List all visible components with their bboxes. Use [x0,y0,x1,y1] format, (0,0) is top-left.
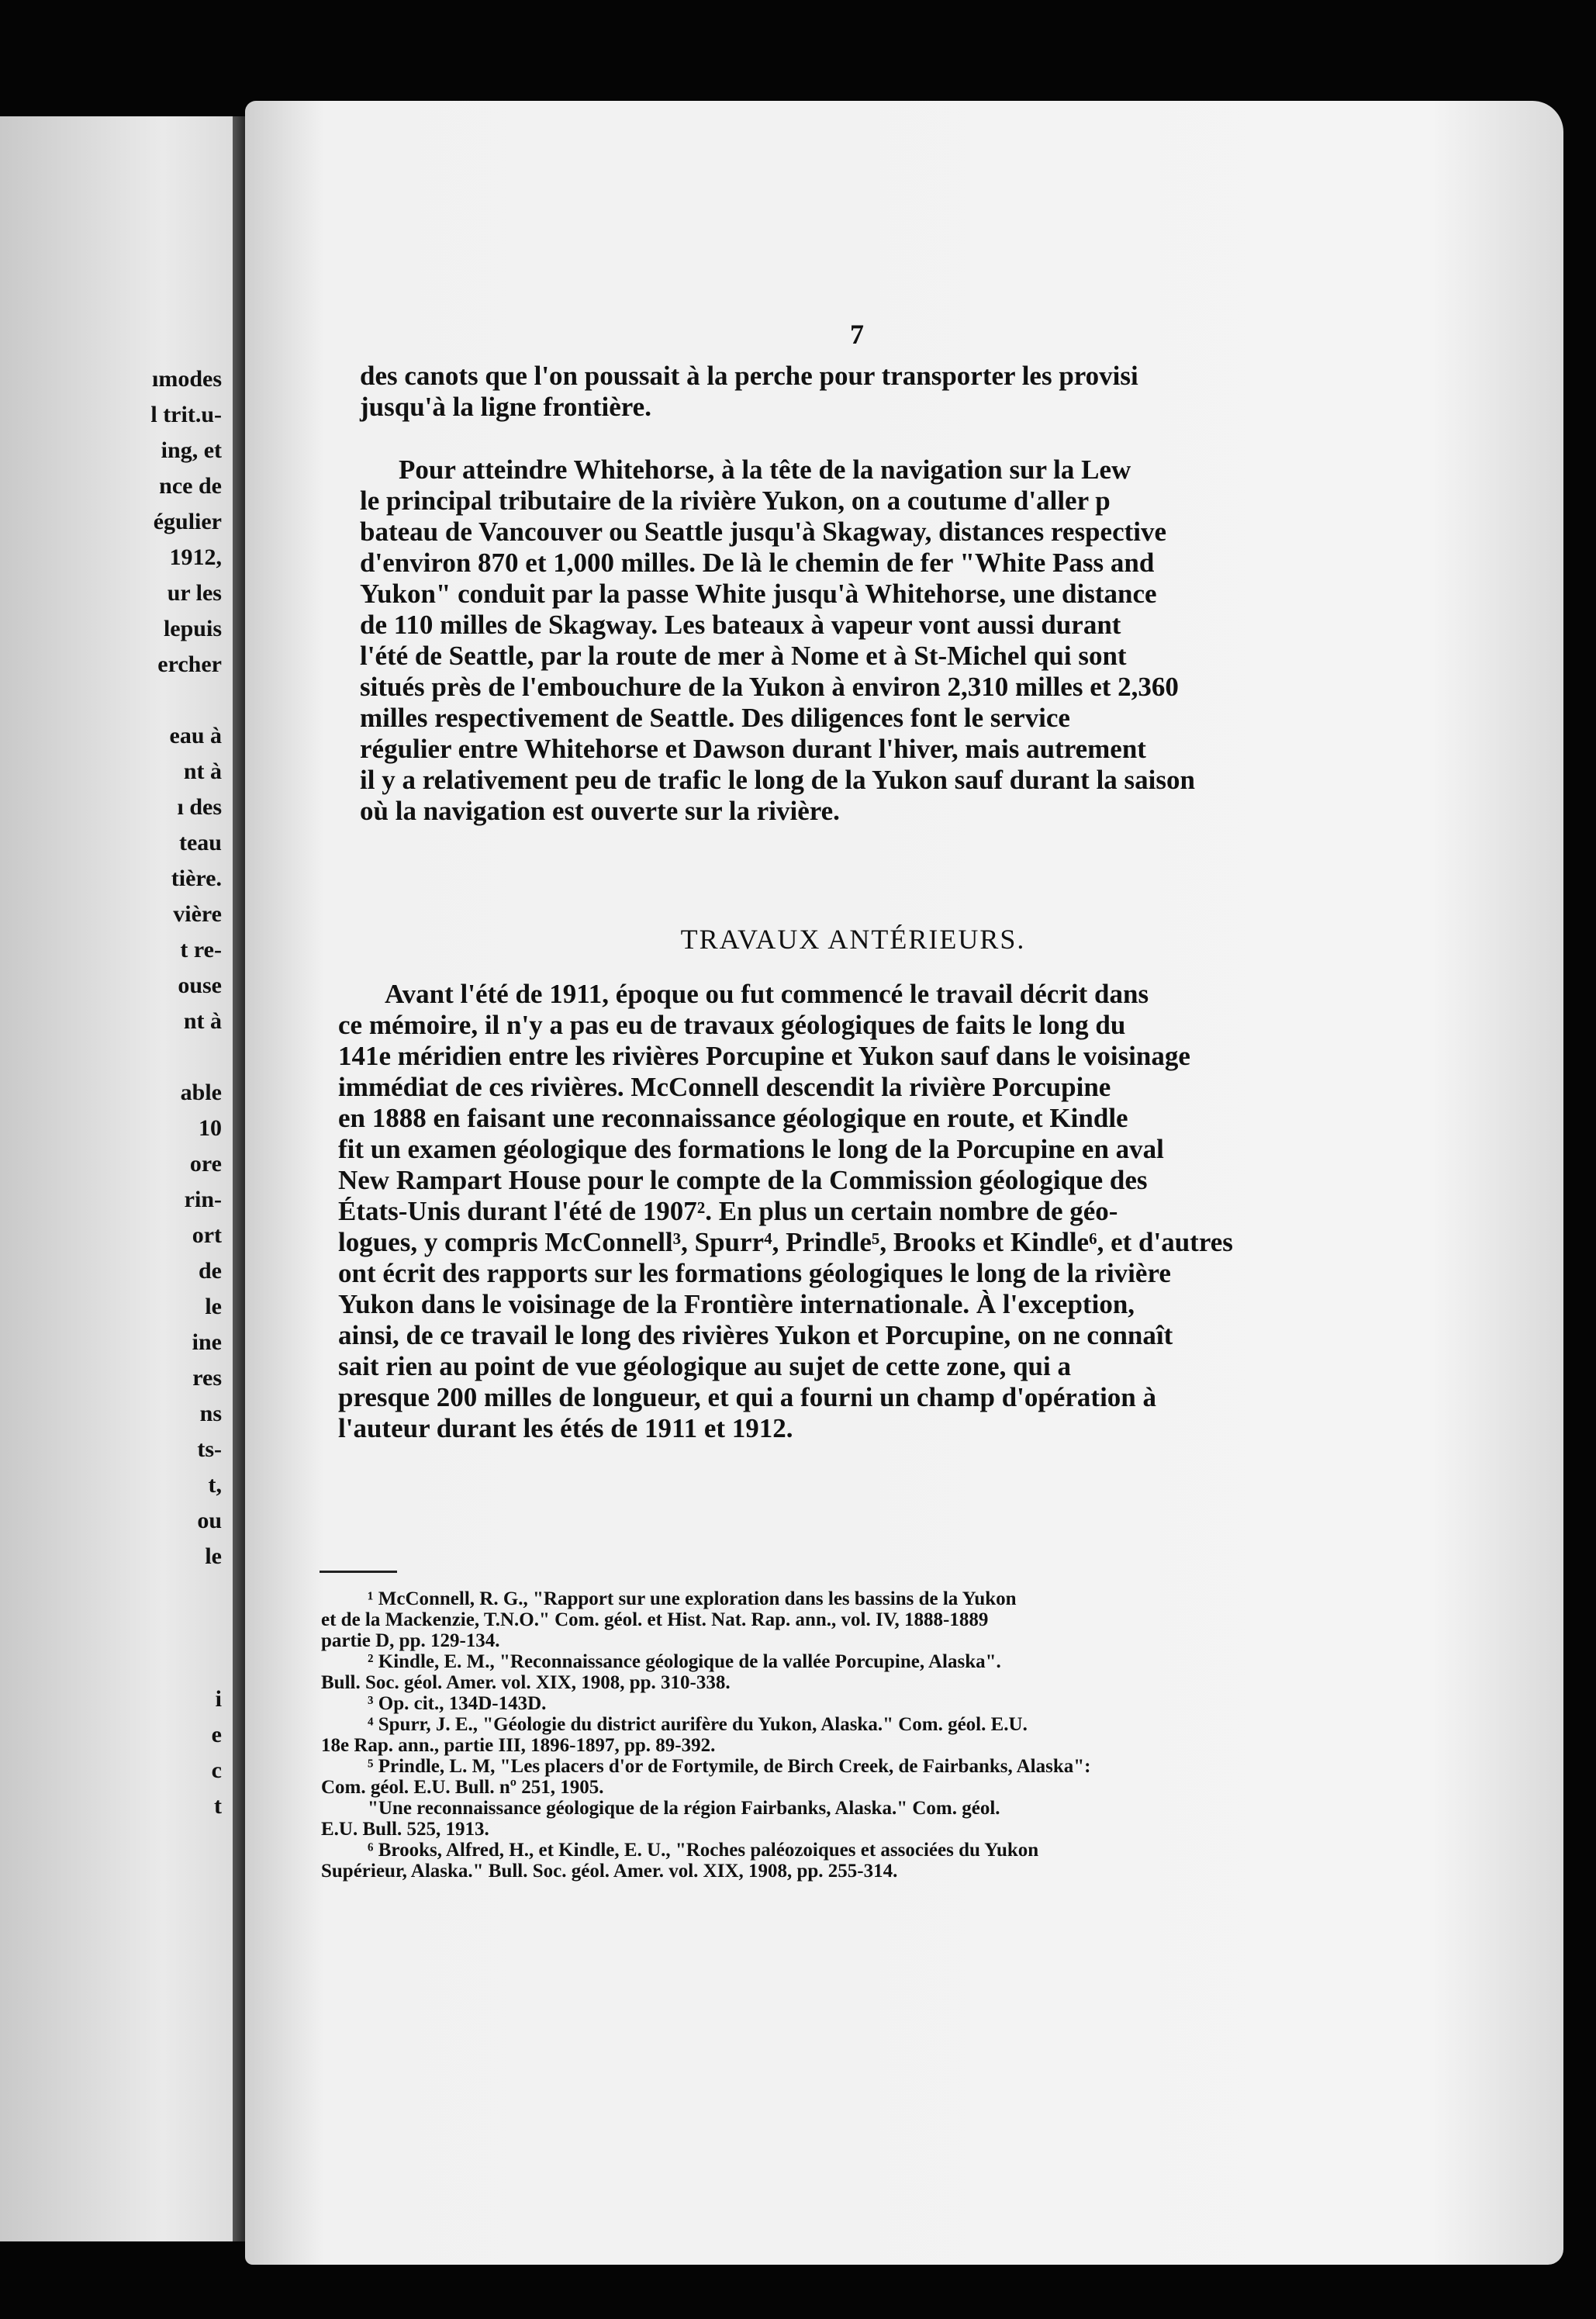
paragraph-3 [338,979,1233,1444]
left-fragment-line: e [211,1722,222,1747]
footnote-line: ³ Op. cit., 134D-143D. [368,1693,547,1714]
left-fragment-line: ts- [197,1436,222,1462]
text-line: où la navigation est ouverte sur la rivière. [360,796,840,826]
text-line: Avant l'été de 1911, époque ou fut commencé le travail décrit dans [385,979,1149,1009]
footnote-line: ¹ McConnell, R. G., "Rapport sur une exploration dans les bassins de la Yukon [368,1588,1017,1609]
text-line: logues, y compris McConnell³, Spurr⁴, Prindle⁵, Brooks et Kindle⁶, et d'autres [338,1227,1233,1257]
text-line: ainsi, de ce travail le long des rivières Yukon et Porcupine, on ne connaît [338,1320,1173,1350]
text-line: l'auteur durant les étés de 1911 et 1912. [338,1413,793,1443]
footnote-line: Com. géol. E.U. Bull. nº 251, 1905. [321,1777,604,1798]
text-line: l'été de Seattle, par la route de mer à Nome et à St-Michel qui sont [360,641,1127,671]
footnote-line: ⁵ Prindle, L. M, "Les placers d'or de Fortymile, de Birch Creek, de Fairbanks, Alaska": [368,1756,1091,1777]
left-fragment-line: able [180,1080,222,1105]
footnote-line: ⁶ Brooks, Alfred, H., et Kindle, E. U., "Roches paléozoiques et associées du Yukon [368,1840,1039,1861]
left-fragment-line: ine [192,1329,222,1355]
footnote-line: E.U. Bull. 525, 1913. [321,1819,489,1840]
footnote-rule [320,1571,397,1573]
left-fragment-line: vière [173,901,222,927]
text-line: presque 200 milles de longueur, et qui a fourni un champ d'opération à [338,1382,1157,1412]
text-line: il y a relativement peu de trafic le long de la Yukon sauf durant la saison [360,765,1195,795]
left-fragment-line: ns [199,1401,222,1426]
left-fragment-line: ore [189,1151,222,1177]
footnote-line: et de la Mackenzie, T.N.O." Com. géol. et Hist. Nat. Rap. ann., vol. IV, 1888-1889 [321,1609,989,1630]
footnote-line: Bull. Soc. géol. Amer. vol. XIX, 1908, pp. 310-338. [321,1672,731,1693]
left-fragment-line: lepuis [163,616,222,641]
footnote-line: partie D, pp. 129-134. [321,1630,500,1651]
left-fragment-line: rin- [184,1187,222,1212]
footnote-line: Supérieur, Alaska." Bull. Soc. géol. Amer. vol. XIX, 1908, pp. 255-314. [321,1861,898,1882]
text-line: régulier entre Whitehorse et Dawson durant l'hiver, mais autrement [360,734,1146,764]
left-fragment-line: c [211,1757,222,1783]
text-line: jusqu'à la ligne frontière. [360,392,651,422]
left-fragment-line: ing, et [161,437,222,463]
left-fragment-line: ı des [177,794,222,820]
left-fragment-line: t re- [180,937,222,963]
left-fragment-line: l trit.u- [150,402,222,427]
left-fragment-line: teau [179,830,222,855]
section-heading: TRAVAUX ANTÉRIEURS. [680,924,1026,955]
page-number: 7 [850,319,864,350]
text-line: d'environ 870 et 1,000 milles. De là le chemin de fer "White Pass and [360,548,1155,578]
footnote-line: 18e Rap. ann., partie III, 1896-1897, pp. 89-392. [321,1735,716,1756]
left-fragment-line: ercher [157,651,222,677]
left-fragment-line: eau à [169,723,222,748]
paragraph-1 [360,361,1138,423]
left-fragment-line: t [214,1793,222,1819]
left-fragment-line: 10 [199,1115,222,1141]
left-fragment-line: t, [208,1472,222,1498]
text-line: 141e méridien entre les rivières Porcupine et Yukon sauf dans le voisinage [338,1041,1190,1071]
footnotes [321,1588,1090,1882]
left-fragment-line: 1912, [169,544,222,570]
text-line: fit un examen géologique des formations le long de la Porcupine en aval [338,1134,1164,1164]
left-fragment-line: ou [197,1508,222,1533]
left-fragment-line: nt à [183,1008,222,1034]
text-line: en 1888 en faisant une reconnaissance géologique en route, et Kindle [338,1103,1128,1133]
left-fragment-line: tière. [171,866,222,891]
text-line: sait rien au point de vue géologique au sujet de cette zone, qui a [338,1351,1071,1381]
left-fragment-line: nce de [159,473,222,499]
text-line: bateau de Vancouver ou Seattle jusqu'à Skagway, distances respective [360,517,1167,547]
text-line: Yukon" conduit par la passe White jusqu'à Whitehorse, une distance [360,579,1157,609]
paragraph-2 [360,454,1195,827]
text-line: États-Unis durant l'été de 1907². En plus un certain nombre de géo- [338,1196,1118,1226]
left-fragment-line: res [192,1365,222,1391]
footnote-line: "Une reconnaissance géologique de la région Fairbanks, Alaska." Com. géol. [368,1798,1000,1819]
left-fragment-line: le [205,1543,222,1569]
left-fragment-line: ur les [167,580,222,606]
text-line: ont écrit des rapports sur les formations géologiques le long de la rivière [338,1258,1171,1288]
text-line: de 110 milles de Skagway. Les bateaux à vapeur vont aussi durant [360,610,1121,640]
text-line: immédiat de ces rivières. McConnell descendit la rivière Porcupine [338,1072,1111,1102]
text-line: Yukon dans le voisinage de la Frontière internationale. À l'exception, [338,1289,1135,1319]
left-fragment-line: ort [192,1222,222,1248]
text-line: situés près de l'embouchure de la Yukon à environ 2,310 milles et 2,360 [360,672,1179,702]
footnote-line: ² Kindle, E. M., "Reconnaissance géologique de la vallée Porcupine, Alaska". [368,1651,1001,1672]
left-fragment-line: égulier [153,509,222,534]
footnote-line: ⁴ Spurr, J. E., "Géologie du district aurifère du Yukon, Alaska." Com. géol. E.U. [368,1714,1028,1735]
left-fragment-line: nt à [183,759,222,784]
left-page-fragment [0,116,233,2241]
text-line: le principal tributaire de la rivière Yukon, on a coutume d'aller p [360,486,1111,516]
left-fragment-line: ouse [178,973,222,998]
left-fragment-line: ımodes [152,366,222,392]
left-fragment-line: de [199,1258,222,1284]
text-line: milles respectivement de Seattle. Des diligences font le service [360,703,1070,733]
text-line: ce mémoire, il n'y a pas eu de travaux géologiques de faits le long du [338,1010,1126,1040]
text-line: New Rampart House pour le compte de la Commission géologique des [338,1165,1148,1195]
text-line: Pour atteindre Whitehorse, à la tête de la navigation sur la Lew [399,454,1131,485]
left-fragment-line: le [205,1294,222,1319]
text-line: des canots que l'on poussait à la perche pour transporter les provisi [360,361,1138,391]
left-fragment-line: i [215,1686,222,1712]
